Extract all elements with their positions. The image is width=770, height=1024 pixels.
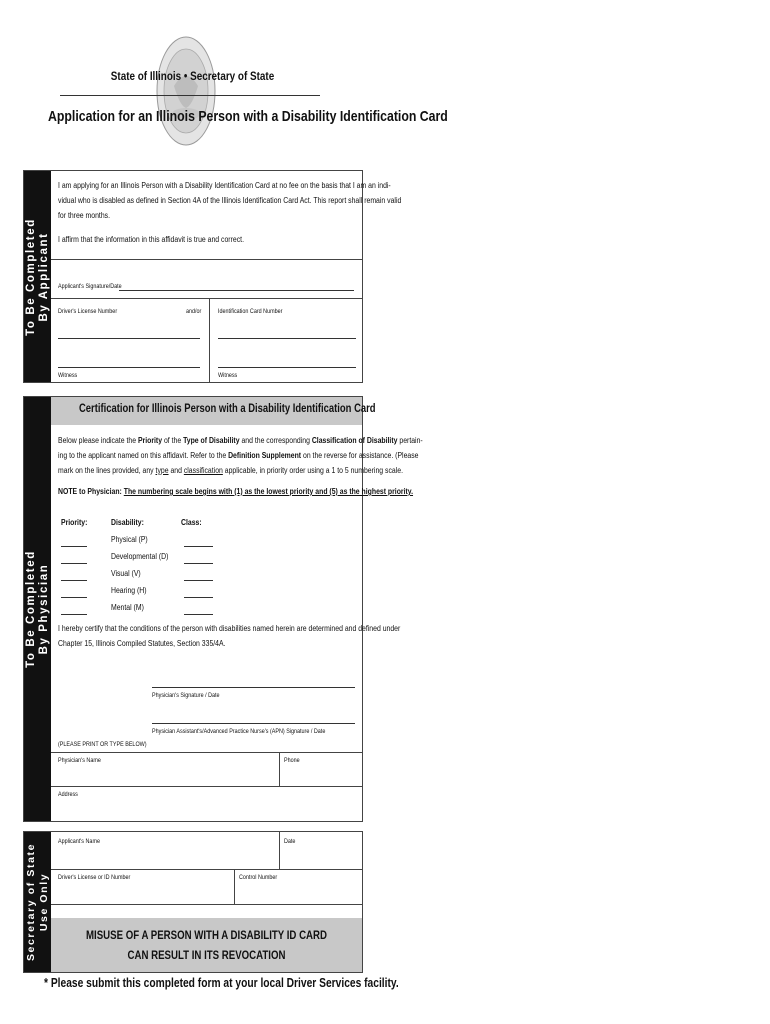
physician-note: NOTE to Physician: The numbering scale begins with (1) as the lowest priority and (5) as the highest priority. xyxy=(58,487,414,496)
divider xyxy=(51,869,362,870)
certify-line-1: I hereby certify that the conditions of the person with disabilities named herein are determined and defined under xyxy=(58,624,401,633)
applicant-section xyxy=(23,170,402,383)
divider xyxy=(51,904,362,905)
andor-label: and/or xyxy=(186,308,202,315)
phone-field[interactable]: Phone xyxy=(284,757,300,764)
priority-line-mental[interactable] xyxy=(61,614,87,615)
applicant-signature-line[interactable] xyxy=(119,290,354,291)
agency-name: State of Illinois • Secretary of State xyxy=(110,71,275,83)
license-label: Driver's License Number xyxy=(58,308,118,315)
divider xyxy=(51,786,362,787)
disability-header: Disability: xyxy=(111,518,144,527)
misuse-warning-bar xyxy=(51,918,362,972)
priority-line-developmental[interactable] xyxy=(61,563,87,564)
class-line-physical[interactable] xyxy=(184,546,213,547)
illinois-seal-icon xyxy=(156,36,216,146)
class-line-mental[interactable] xyxy=(184,614,213,615)
disability-visual: Visual (V) xyxy=(111,569,141,578)
id-card-label: Identification Card Number xyxy=(218,308,283,315)
intro-line-2: ing to the applicant named on this affidavit. Refer to the Definition Supplement on the reverse for assistance. (Please xyxy=(58,451,419,460)
witness-1-label: Witness xyxy=(58,372,78,379)
statement-line-3: for three months. xyxy=(58,211,111,220)
class-line-developmental[interactable] xyxy=(184,563,213,564)
class-header: Class: xyxy=(181,518,202,527)
divider xyxy=(51,752,362,753)
certify-line-2: Chapter 15, Illinois Compiled Statutes, Section 335/4A. xyxy=(58,639,226,648)
statement-line-2: vidual who is disabled as defined in Section 4A of the Illinois Identification Card Act. This report shall remain valid xyxy=(58,196,402,205)
physician-side-label: To Be Completed By Physician xyxy=(24,397,51,821)
applicant-side-label: To Be Completed By Applicant xyxy=(24,171,51,382)
statement-line-1: I am applying for an Illinois Person with a Disability Identification Card at no fee on the basis that I am an indi- xyxy=(58,181,391,190)
date-field[interactable]: Date xyxy=(284,838,296,845)
disability-hearing: Hearing (H) xyxy=(111,586,147,595)
divider xyxy=(279,752,280,786)
license-id-field[interactable]: Driver's License or ID Number xyxy=(58,874,131,881)
physician-signature-line[interactable] xyxy=(152,687,355,688)
priority-header: Priority: xyxy=(61,518,88,527)
certification-title: Certification for Illinois Person with a Disability Identification Card xyxy=(78,403,376,415)
divider xyxy=(234,869,235,904)
page-title: Application for an Illinois Person with a Disability Identification Card xyxy=(48,108,448,125)
id-number-line[interactable] xyxy=(218,338,356,339)
disability-physical: Physical (P) xyxy=(111,535,148,544)
sos-side-label: Secretary of State Use Only xyxy=(24,832,51,972)
applicant-name-field[interactable]: Applicant's Name xyxy=(58,838,100,845)
priority-line-physical[interactable] xyxy=(61,546,87,547)
control-number-field[interactable]: Control Number xyxy=(239,874,278,881)
divider xyxy=(51,259,362,260)
address-field[interactable]: Address xyxy=(58,791,78,798)
disability-developmental: Developmental (D) xyxy=(111,552,169,561)
sos-section xyxy=(23,831,363,973)
pa-signature-line[interactable] xyxy=(152,723,355,724)
witness-2-label: Witness xyxy=(218,372,238,379)
misuse-warning: MISUSE OF A PERSON WITH A DISABILITY ID CARD CAN RESULT IN ITS REVOCATION xyxy=(86,930,327,962)
physician-name-field[interactable]: Physician's Name xyxy=(58,757,101,764)
priority-line-hearing[interactable] xyxy=(61,597,87,598)
license-number-line[interactable] xyxy=(58,338,200,339)
priority-line-visual[interactable] xyxy=(61,580,87,581)
pa-signature-label: Physician Assistant's/Advanced Practice Nurse's (APN) Signature / Date xyxy=(152,728,326,735)
divider xyxy=(279,832,280,869)
header-rule xyxy=(60,95,320,96)
applicant-signature-label: Applicant's Signature/Date xyxy=(58,283,122,290)
witness-2-line[interactable] xyxy=(218,367,356,368)
physician-section xyxy=(23,396,423,822)
certification-title-bar xyxy=(51,397,376,425)
intro-line-3: mark on the lines provided, any type and classification applicable, in priority order using a 1 to 5 numbering scale. xyxy=(58,466,403,475)
disability-mental: Mental (M) xyxy=(111,603,144,612)
affirm-text: I affirm that the information in this affidavit is true and correct. xyxy=(58,235,244,244)
class-line-hearing[interactable] xyxy=(184,597,213,598)
physician-signature-label: Physician's Signature / Date xyxy=(152,692,220,699)
submission-note: * Please submit this completed form at your local Driver Services facility. xyxy=(44,976,399,990)
class-line-visual[interactable] xyxy=(184,580,213,581)
witness-1-line[interactable] xyxy=(58,367,200,368)
intro-line-1: Below please indicate the Priority of the Type of Disability and the corresponding Classification of Disability pertain- xyxy=(58,436,423,445)
divider xyxy=(51,298,362,299)
divider xyxy=(209,299,210,382)
print-note: (PLEASE PRINT OR TYPE BELOW) xyxy=(58,741,147,748)
